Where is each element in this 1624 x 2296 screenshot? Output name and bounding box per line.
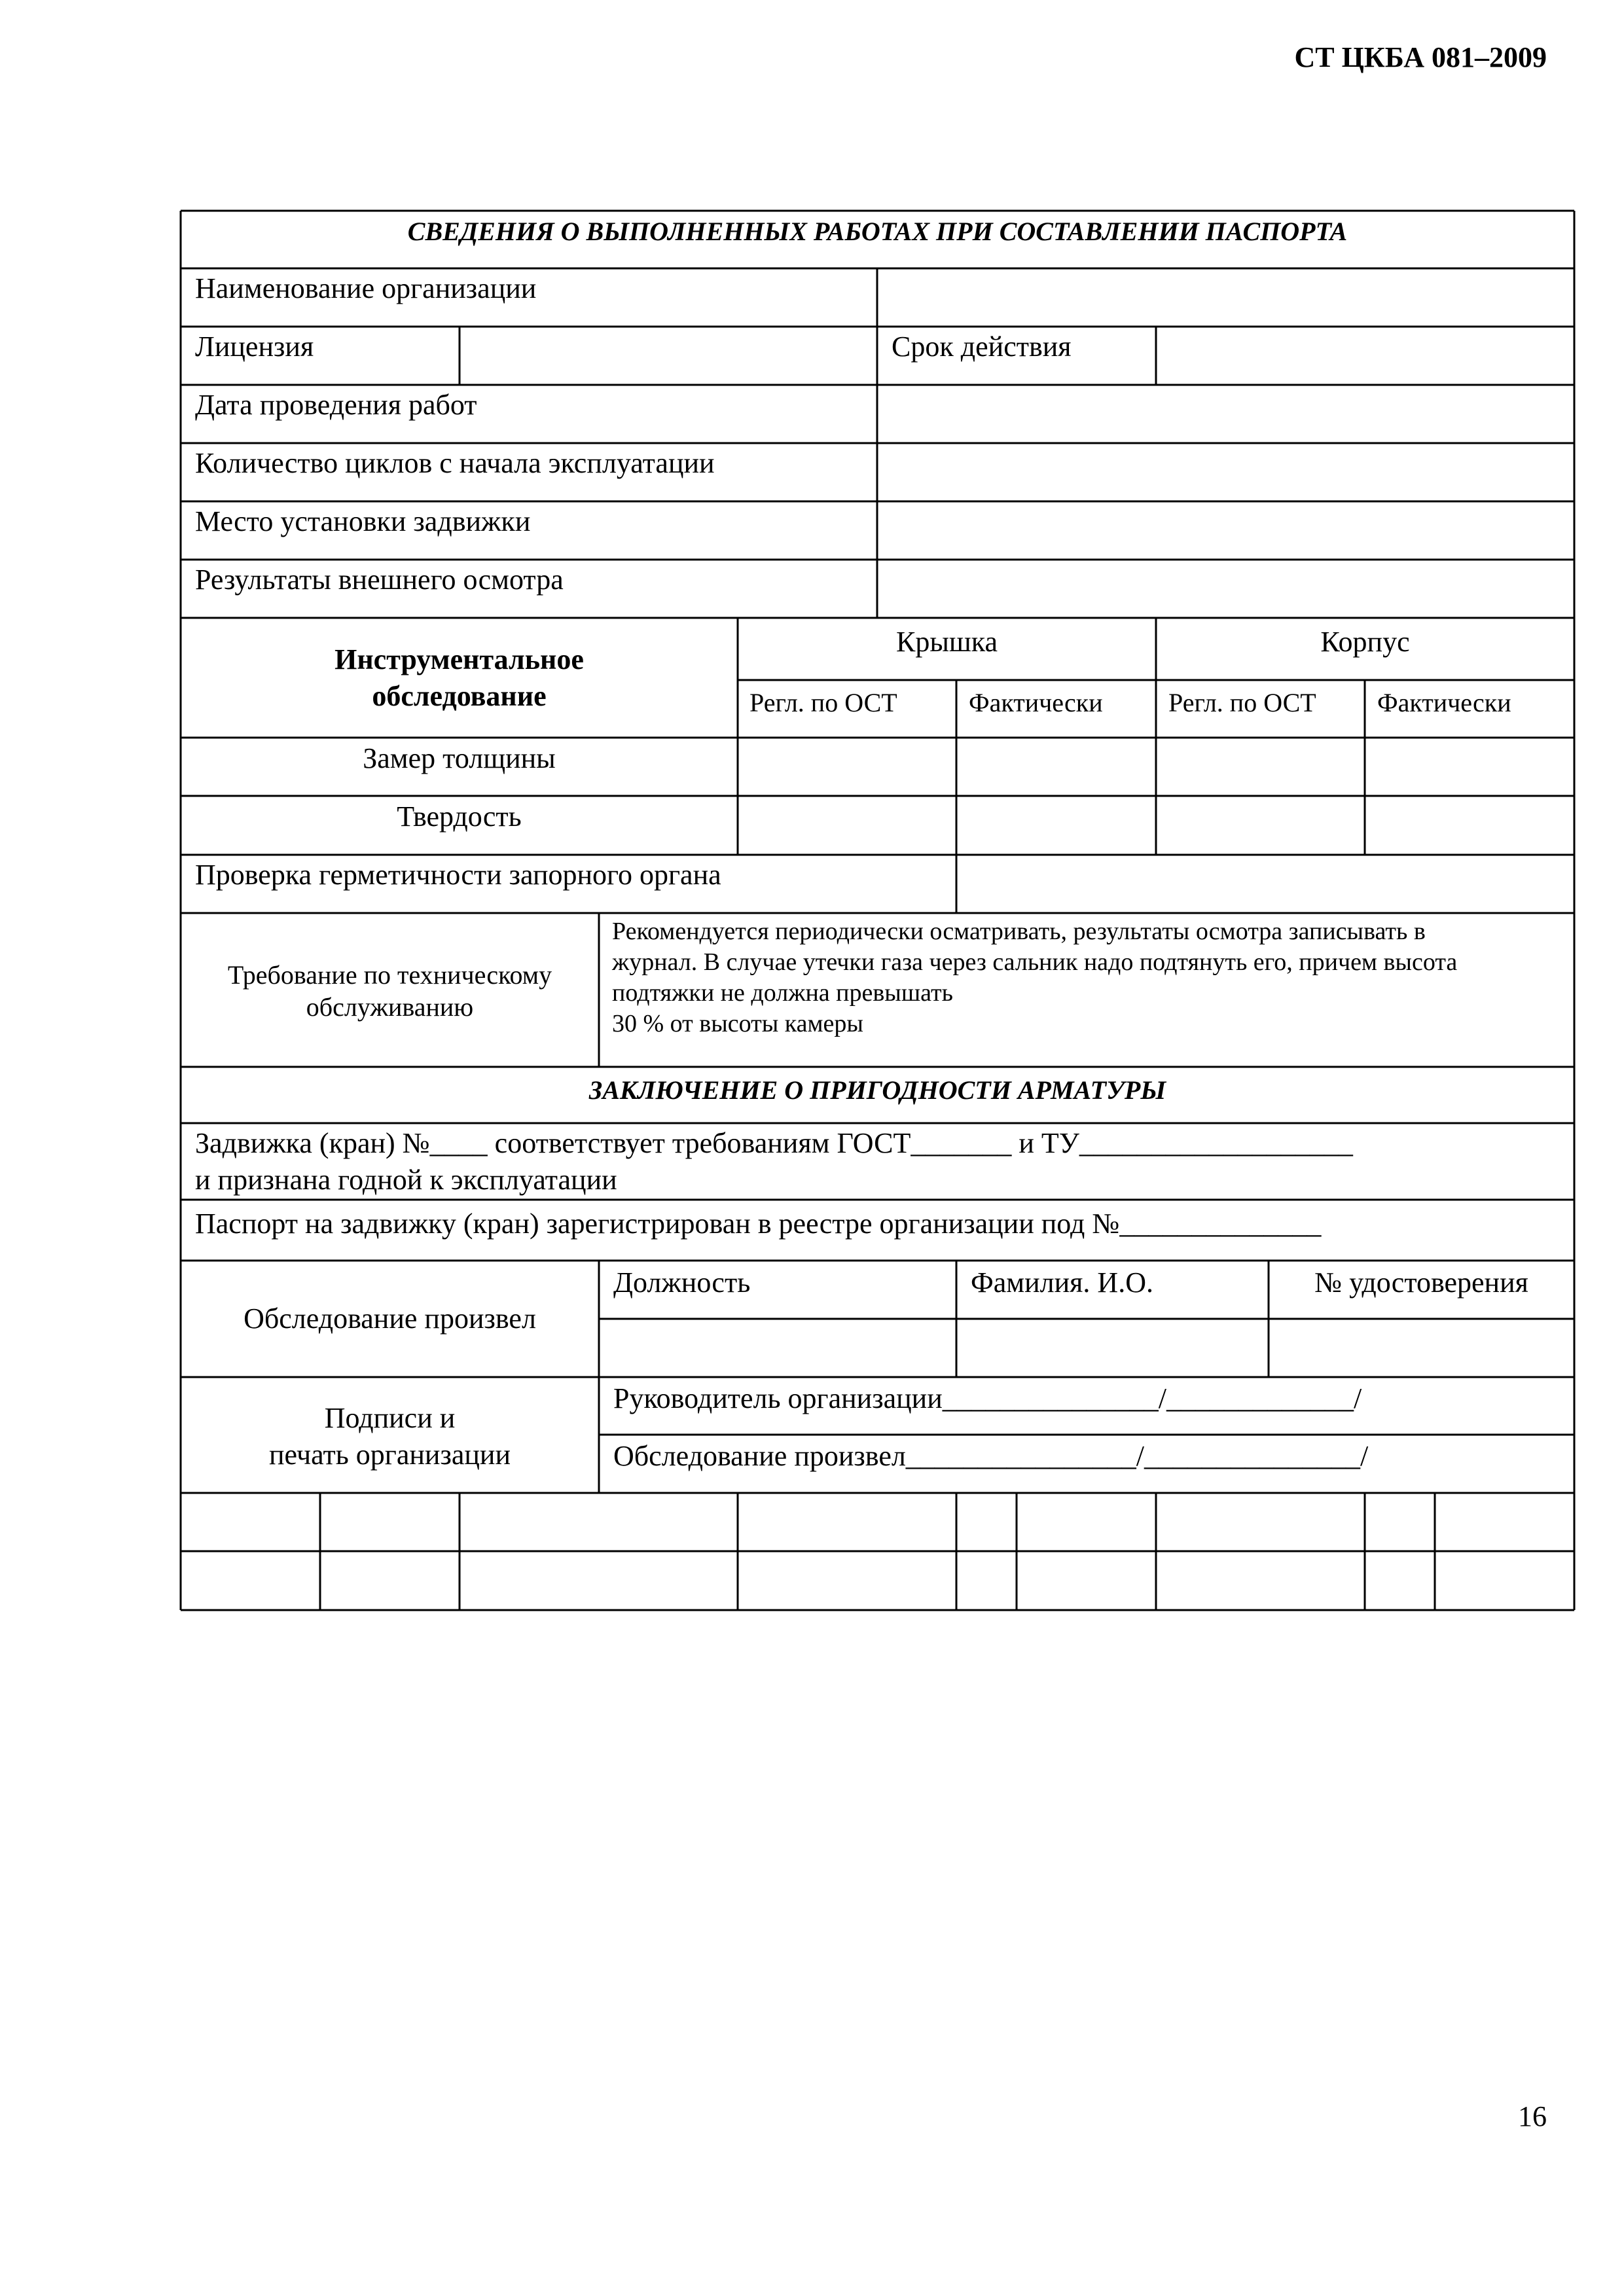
conclusion-line3: Паспорт на задвижку (кран) зарегистрирован в реестре организации под №______________ [195, 1208, 1322, 1240]
label-hardness: Твердость [397, 800, 522, 833]
section-title-conclusion: ЗАКЛЮЧЕНИЕ О ПРИГОДНОСТИ АРМАТУРЫ [588, 1075, 1166, 1105]
header-certificate-no: № удостоверения [1314, 1266, 1528, 1299]
maintenance-text-line2: журнал. В случае утечки газа через сальник надо подтянуть его, причем высота [612, 948, 1458, 976]
label-performed-by: Обследование произвел [244, 1302, 536, 1335]
label-validity: Срок действия [892, 331, 1072, 363]
section-title-work-info: СВЕДЕНИЯ О ВЫПОЛНЕННЫХ РАБОТАХ ПРИ СОСТАВЛЕНИИ ПАСПОРТА [407, 217, 1348, 246]
maintenance-label-line2: обслуживанию [306, 992, 474, 1022]
header-position: Должность [613, 1266, 751, 1299]
cover-reg-ost: Регл. по ОСТ [749, 688, 897, 717]
maintenance-text-line4: 30 % от высоты камеры [612, 1010, 863, 1037]
instrumental-title-line1: Инструментальное [334, 643, 584, 675]
label-install-place: Место установки задвижки [195, 505, 531, 537]
signatures-label-line2: печать организации [268, 1439, 511, 1471]
instrumental-title-line2: обследование [372, 680, 547, 712]
body-reg-ost: Регл. по ОСТ [1168, 688, 1316, 717]
label-work-date: Дата проведения работ [195, 389, 477, 421]
signature-head-line: Руководитель организации_______________/_____________/ [613, 1382, 1362, 1414]
header-full-name: Фамилия. И.О. [971, 1266, 1153, 1299]
label-tightness: Проверка герметичности запорного органа [195, 859, 721, 891]
header-body: Корпус [1320, 626, 1410, 658]
label-visual-results: Результаты внешнего осмотра [195, 564, 564, 596]
maintenance-text-line3: подтяжки не должна превышать [612, 979, 953, 1007]
conclusion-line2: и признана годной к эксплуатации [195, 1164, 617, 1196]
label-license: Лицензия [195, 331, 314, 363]
page-number: 16 [1518, 2100, 1547, 2132]
maintenance-text-line1: Рекомендуется периодически осматривать, результаты осмотра записывать в [612, 918, 1426, 945]
body-actual: Фактически [1377, 688, 1511, 717]
document-code: СТ ЦКБА 081–2009 [1294, 41, 1547, 73]
label-org-name: Наименование организации [195, 272, 537, 304]
conclusion-line1: Задвижка (кран) №____ соответствует требованиям ГОСТ_______ и ТУ___________________ [195, 1127, 1353, 1159]
label-cycles: Количество циклов с начала эксплуатации [195, 447, 715, 479]
cover-actual: Фактически [969, 688, 1103, 717]
header-cover: Крышка [895, 626, 998, 658]
signatures-label-line1: Подписи и [324, 1402, 456, 1434]
maintenance-label-line1: Требование по техническому [227, 960, 552, 990]
signature-inspector-line: Обследование произвел________________/_______________/ [613, 1440, 1369, 1472]
label-thickness: Замер толщины [363, 742, 556, 774]
